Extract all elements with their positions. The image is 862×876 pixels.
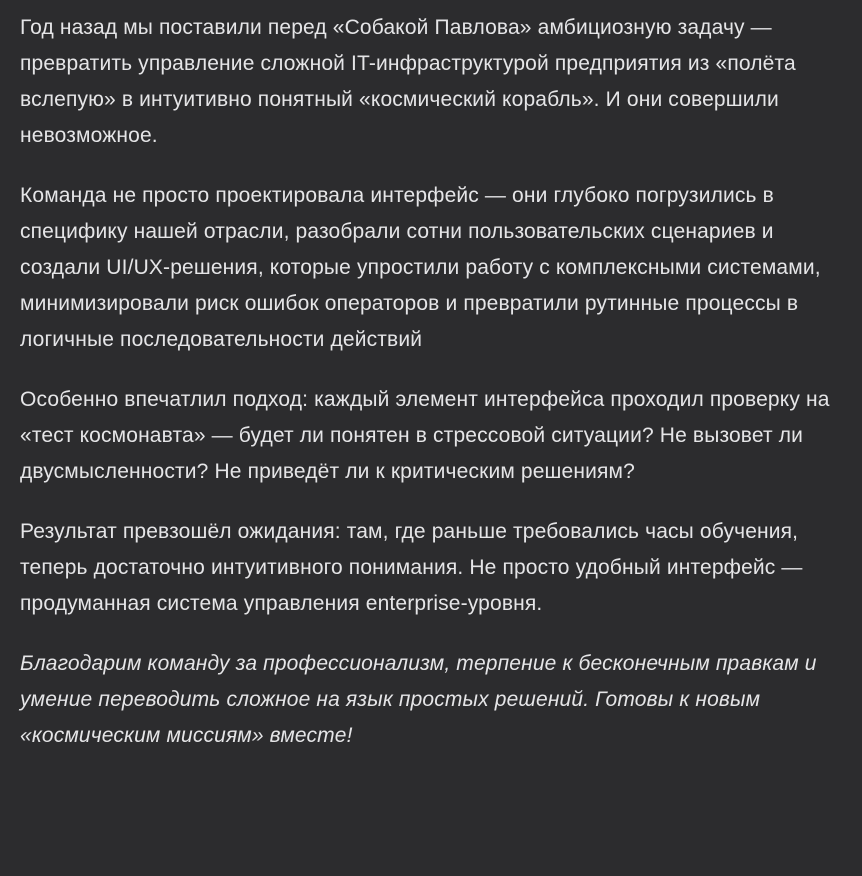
paragraph-team-approach: Команда не просто проектировала интерфейс — они глубоко погрузились в специфику нашей отрасли, разобрали сотни пользовательских сценариев и создали UI/UX-решения, которые упростили работу с комплексными системами, минимизировали риск ошибок операторов и превратили рутинные процессы в логичные последовательности действий <box>20 184 821 351</box>
paragraph-cosmonaut-test: Особенно впечатлил подход: каждый элемент интерфейса проходил проверку на «тест космонавта» — будет ли понятен в стрессовой ситуации? Не вызовет ли двусмысленности? Не приведёт ли к критическим решениям? <box>20 388 830 483</box>
paragraph-gratitude: Благодарим команду за профессионализм, терпение к бесконечным правкам и умение переводить сложное на язык простых решений. Готовы к новым «космическим миссиям» вместе! <box>20 652 817 747</box>
paragraph-intro: Год назад мы поставили перед «Собакой Павлова» амбициозную задачу — превратить управление сложной IT-инфраструктурой предприятия из «полёта вслепую» в интуитивно понятный «космический корабль». И они совершили невозможное. <box>20 16 796 147</box>
paragraph-result: Результат превзошёл ожидания: там, где раньше требовались часы обучения, теперь достаточно интуитивного понимания. Не просто удобный интерфейс — продуманная система управления enterprise-уровня. <box>20 520 803 615</box>
